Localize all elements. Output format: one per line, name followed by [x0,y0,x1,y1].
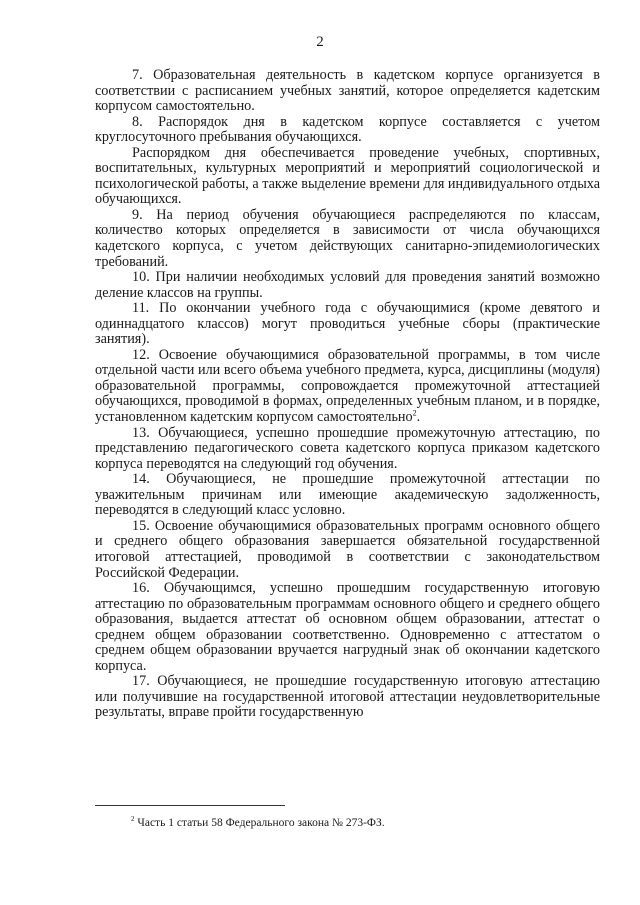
paragraph-7: 7. Образовательная деятельность в кадетском корпусе организуется в соответствии с расписанием учебных занятий, которое определяется кадетским корпусом самостоятельно. [95,67,600,115]
paragraph-14: 14. Обучающиеся, не прошедшие промежуточной аттестации по уважительным причинам или имеющие академическую задолженность, переводятся в следующий класс условно. [95,471,600,519]
page-number: 2 [316,34,324,50]
paragraph-13: 13. Обучающиеся, успешно прошедшие промежуточную аттестацию, по представлению педагогического совета кадетского корпуса приказом кадетского корпуса переводятся на следующий год обучения. [95,424,600,472]
paragraph-8: 8. Распорядок дня в кадетском корпусе составляется с учетом круглосуточного пребывания обучающихся. [95,113,600,146]
paragraph-16: 16. Обучающимся, успешно прошедшим государственную итоговую аттестацию по образовательным программам основного общего и среднего общего образования, выдается аттестат об основном общем образовании, аттестат о среднем общем образовании соответственно. Одновременно с аттестатом о среднем общем образовании вручается нагрудный знак об окончании кадетского корпуса. [95,580,600,674]
paragraph-15: 15. Освоение обучающимися образовательных программ основного общего и среднего общего образования завершается обязательной государственной итоговой аттестацией, проводимой в соответствии с законодательством Российской Федерации. [95,517,600,581]
footnote-text: Часть 1 статьи 58 Федерального закона № 273-ФЗ. [137,816,385,829]
paragraph-8-continued: Распорядком дня обеспечивается проведение учебных, спортивных, воспитательных, культурных мероприятий и мероприятий социологической и психологической работы, а также выделение времени для индивидуального отдыха обучающихся. [95,144,600,208]
paragraph-12: 12. Освоение обучающимися образовательной программы, в том числе отдельной части или всего объема учебного предмета, курса, дисциплины (модуля) образовательной программы, сопровождается промежуточной аттестацией обучающихся, проводимой в формах, определенных учебным планом, и в порядке, установленном кадетским корпусом самостоятельно$^2$. [95,346,600,426]
footnote-reference: 2 [412,408,417,418]
footnote [131,812,385,830]
footnote-separator [95,805,285,806]
paragraph-17: 17. Обучающиеся, не прошедшие государственную итоговую аттестацию или получившие на государственной итоговой аттестации неудовлетворительные результаты, вправе пройти государственную [95,673,600,721]
document-body [95,68,600,721]
footnote-marker: 2 [131,815,135,823]
paragraph-10: 10. При наличии необходимых условий для проведения занятий возможно деление классов на группы. [95,269,600,301]
paragraph-9: 9. На период обучения обучающиеся распределяются по классам, количество которых определяется в зависимости от числа обучающихся кадетского корпуса, с учетом действующих санитарно-эпидемиологических требований. [95,206,600,270]
paragraph-11: 11. По окончании учебного года с обучающимися (кроме девятого и одиннадцатого классов) могут проводиться учебные сборы (практические занятия). [95,300,600,348]
